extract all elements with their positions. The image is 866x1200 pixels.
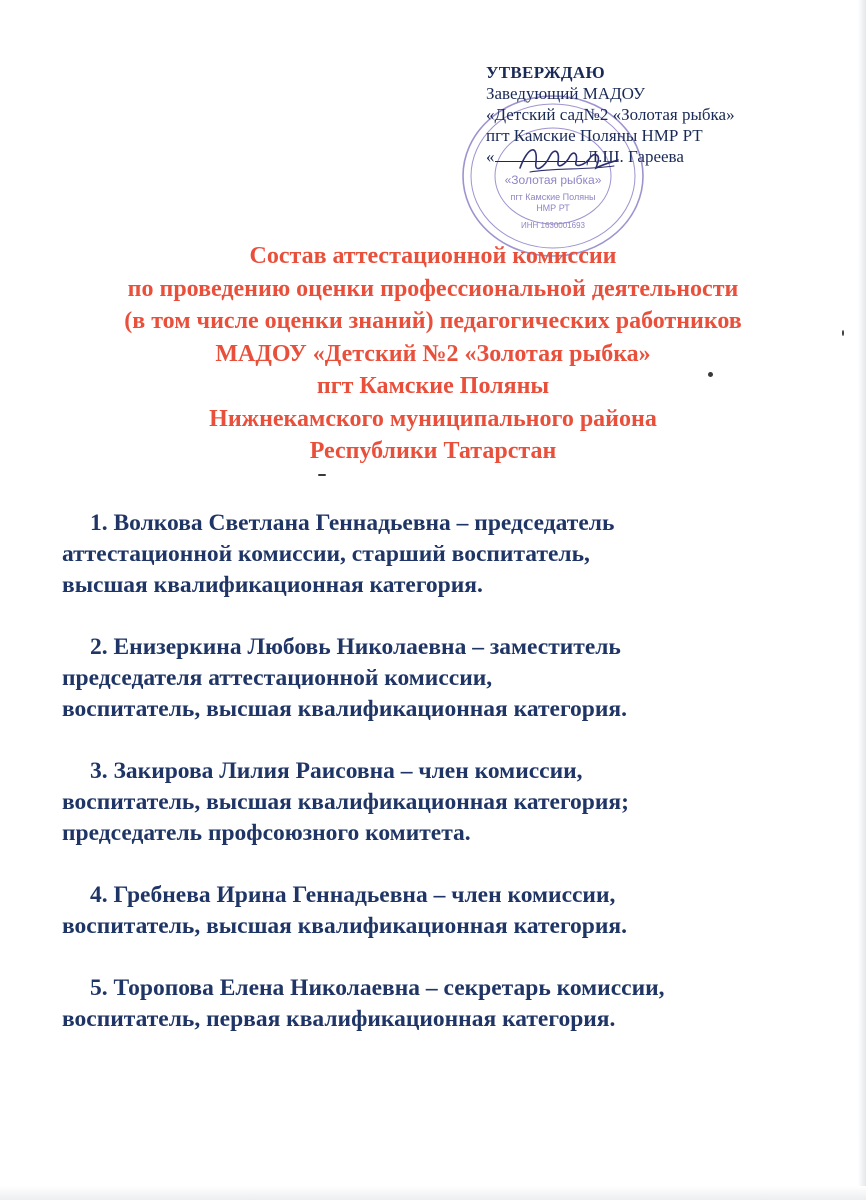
member-line: воспитатель, высшая квалификационная категория. (62, 696, 627, 722)
approval-position: Заведующий МАДОУ (486, 84, 646, 103)
title-line-3: (в том числе оценки знаний) педагогических работников (124, 308, 742, 334)
member-line: 2. Енизеркина Любовь Николаевна – заместитель (90, 634, 621, 660)
list-item (62, 756, 852, 849)
member-line: воспитатель, высшая квалификационная категория. (62, 913, 627, 939)
stamp-line3: НМР РТ (536, 203, 570, 213)
member-line: председатель профсоюзного комитета. (62, 820, 471, 846)
scan-bottom-shadow (0, 1186, 866, 1200)
signature-prefix: « (486, 147, 495, 166)
scan-edge-shadow (858, 0, 866, 1200)
member-line: 5. Торопова Елена Николаевна – секретарь комиссии, (90, 975, 665, 1001)
title-line-1: Состав аттестационной комиссии (249, 243, 617, 269)
title-line-5: пгт Камские Поляны (316, 373, 550, 399)
stamp-line2: пгт Камские Поляны (510, 192, 596, 202)
member-line: аттестационной комиссии, старший воспитатель, (62, 541, 590, 567)
title-line-7: Республики Татарстан (309, 438, 557, 464)
stamp-name: «Золотая рыбка» (504, 173, 602, 187)
list-item (62, 632, 852, 725)
approval-org-line1: «Детский сад№2 «Золотая рыбка» (486, 105, 735, 124)
stamp-inn: ИНН 1630001693 (520, 221, 586, 230)
approval-heading: УТВЕРЖДАЮ (486, 63, 605, 82)
title-line-6: Нижнекамского муниципального района (209, 405, 657, 432)
title-line-2: по проведению оценки профессиональной деятельности (127, 275, 739, 302)
member-line: высшая квалификационная категория. (62, 572, 483, 598)
handwritten-signature (514, 138, 624, 182)
document-title (0, 240, 866, 468)
member-line: председателя аттестационной комиссии, (62, 665, 493, 691)
list-item (62, 973, 852, 1035)
member-line: 1. Волкова Светлана Геннадьевна – председатель (90, 510, 615, 536)
member-line: воспитатель, высшая квалификационная категория; (62, 789, 629, 815)
approval-signer: Д.Ш. Гареева (586, 147, 684, 166)
scan-speck (708, 372, 713, 377)
commission-members-list (62, 508, 852, 1066)
approval-org-line2: пгт Камские Поляны НМР РТ (486, 126, 703, 145)
member-line: воспитатель, первая квалификационная категория. (62, 1006, 616, 1032)
title-line-4: МАДОУ «Детский №2 «Золотая рыбка» (215, 340, 651, 367)
scan-speck (842, 330, 844, 336)
list-item (62, 880, 852, 942)
list-item (62, 508, 852, 601)
scan-speck (318, 474, 326, 476)
member-line: 4. Гребнева Ирина Геннадьевна – член комиссии, (90, 882, 616, 908)
member-line: 3. Закирова Лилия Раисовна – член комиссии, (90, 758, 583, 784)
